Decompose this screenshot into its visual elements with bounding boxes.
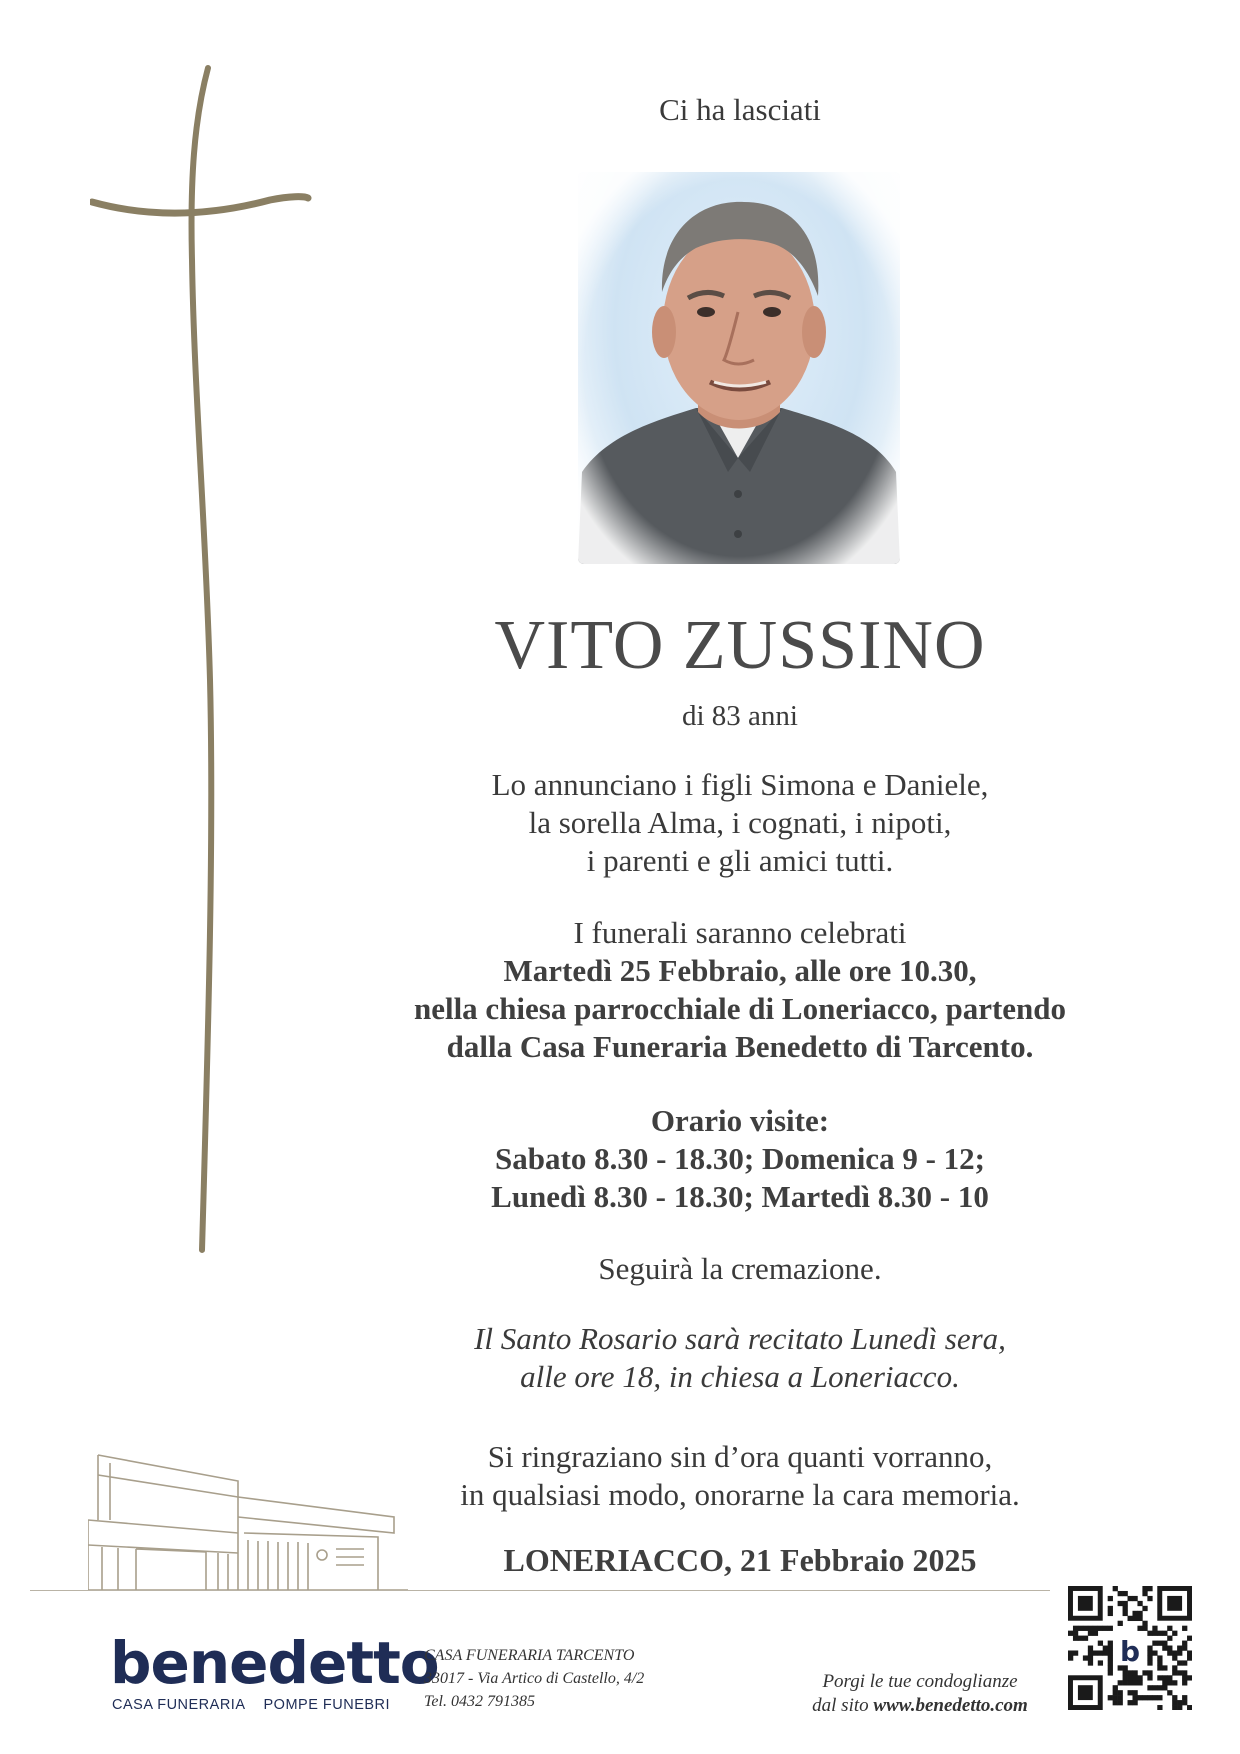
rosary-block — [370, 1320, 1110, 1396]
announcement-line: i parenti e gli amici tutti. — [586, 843, 894, 878]
funeral-intro: I funerali saranno celebrati — [573, 915, 907, 950]
funeral-block — [370, 914, 1110, 1066]
address-line: Tel. 0432 791385 — [424, 1693, 535, 1710]
logo-subtitle-left: CASA FUNERARIA — [112, 1697, 246, 1713]
place-date: LONERIACCO, 21 Febbraio 2025 — [503, 1542, 977, 1578]
funeral-detail-line: Martedì 25 Febbraio, alle ore 10.30, — [503, 953, 977, 988]
qr-code-icon[interactable] — [1068, 1586, 1192, 1710]
thanks-line: in qualsiasi modo, onorarne la cara memoria. — [460, 1477, 1020, 1512]
visits-block — [370, 1102, 1110, 1216]
visits-line: Lunedì 8.30 - 18.30; Martedì 8.30 - 10 — [491, 1179, 989, 1214]
condolences-prefix: dal sito — [812, 1695, 874, 1716]
qr-logo-mark: b — [1119, 1635, 1141, 1668]
funeral-detail-line: nella chiesa parrocchiale di Loneriacco, partendo — [413, 991, 1067, 1026]
thanks-line: Si ringraziano sin d’ora quanti vorranno, — [487, 1439, 993, 1474]
address-line: 33017 - Via Artico di Castello, 4/2 — [424, 1670, 645, 1687]
intro-text: Ci ha lasciati — [659, 92, 821, 127]
thanks-block — [370, 1438, 1110, 1514]
address-block — [424, 1644, 644, 1713]
condolences-block — [805, 1670, 1035, 1718]
website-link[interactable]: www.benedetto.com — [873, 1695, 1028, 1716]
cremation-note: Seguirà la cremazione. — [598, 1251, 882, 1286]
announcement-line: la sorella Alma, i cognati, i nipoti, — [528, 805, 952, 840]
deceased-age: di 83 anni — [682, 700, 798, 732]
funeral-detail-line: dalla Casa Funeraria Benedetto di Tarcento. — [446, 1029, 1034, 1064]
footer-divider — [30, 1590, 1050, 1591]
announcement-line: Lo annunciano i figli Simona e Daniele, — [491, 767, 989, 802]
deceased-name: VITO ZUSSINO — [494, 607, 986, 684]
rosary-line: Il Santo Rosario sarà recitato Lunedì sera, — [474, 1321, 1006, 1356]
portrait-photo — [578, 172, 900, 564]
rosary-line: alle ore 18, in chiesa a Loneriacco. — [520, 1359, 960, 1394]
condolences-line: Porgi le tue condoglianze — [822, 1671, 1018, 1692]
visits-title: Orario visite: — [650, 1103, 830, 1138]
logo-subtitle — [112, 1697, 408, 1713]
funeral-home-building-icon — [88, 1445, 408, 1605]
logo-subtitle-right: POMPE FUNEBRI — [263, 1697, 391, 1713]
visits-line: Sabato 8.30 - 18.30; Domenica 9 - 12; — [495, 1141, 985, 1176]
benedetto-logo: benedetto — [110, 1629, 439, 1697]
address-line: CASA FUNERARIA TARCENTO — [424, 1647, 635, 1664]
announcement-block — [370, 766, 1110, 880]
cross-icon — [90, 60, 320, 1260]
